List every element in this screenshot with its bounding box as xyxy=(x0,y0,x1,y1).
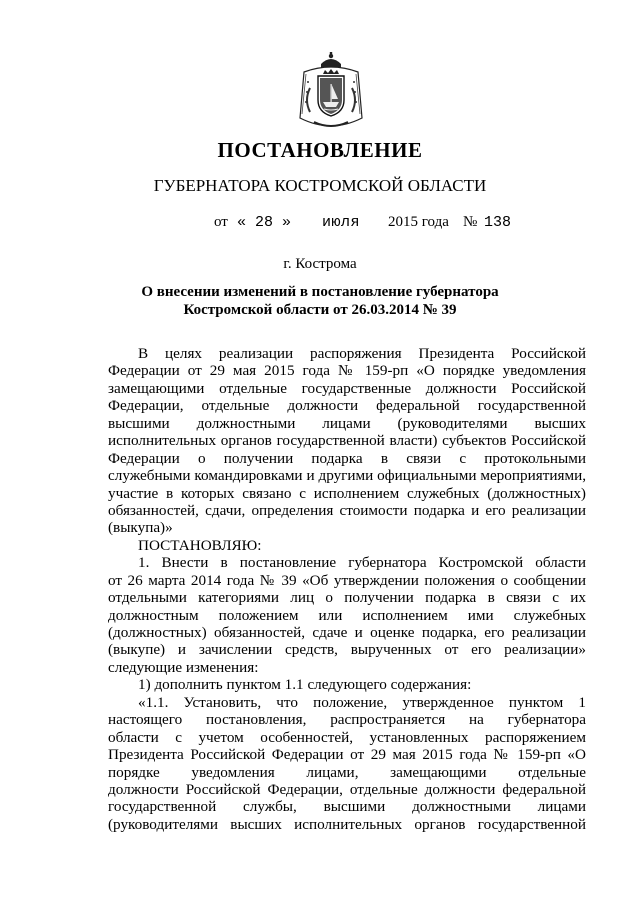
body-line: отдельными категориями лиц о получении подарка в связи с их xyxy=(108,589,586,607)
body-line: исполнительных органов государственной власти) субъектов Российской xyxy=(108,432,586,450)
date-prefix: от xyxy=(214,214,228,230)
body-line: должностным положением или исполнением ими служебных xyxy=(108,606,586,624)
body-line: (должностных) обязанностей, сдаче и оценке подарка, его реализации xyxy=(108,624,586,641)
body-line: 1. Внести в постановление губернатора Костромской области xyxy=(138,554,586,572)
body-line-resolve: ПОСТАНОВЛЯЮ: xyxy=(138,536,262,554)
body-line: В целях реализации распоряжения Президента Российской xyxy=(138,345,586,362)
body-line: участие в которых связано с исполнением служебных (должностных) xyxy=(108,484,586,502)
body-line: от 26 марта 2014 года № 39 «Об утверждении положения о сообщении xyxy=(108,571,586,589)
body-line: 1) дополнить пунктом 1.1 следующего содержания: xyxy=(138,676,472,694)
body-line: обязанностей, сдачи, определения стоимости подарка и его реализации xyxy=(108,501,586,519)
body-line: области с учетом особенностей, установленных распоряжением xyxy=(108,728,586,746)
body-line: замещающими отдельные государственные должности Российской xyxy=(108,379,586,397)
body-line: должности Российской Федерации, отдельные должности федеральной xyxy=(108,780,586,798)
document-subject xyxy=(0,283,640,319)
document-body xyxy=(108,345,586,833)
document-number: 138 xyxy=(484,214,512,231)
subject-line-2: Костромской области от 26.03.2014 № 39 xyxy=(183,302,457,318)
coat-of-arms-emblem xyxy=(296,52,366,132)
document-title: ПОСТАНОВЛЕНИЕ xyxy=(217,138,423,162)
body-line: служебными командировками и другими официальными мероприятиями, xyxy=(108,467,586,485)
body-line: Президента Российской Федерации от 29 мая 2015 года № 159-рп «О xyxy=(108,746,586,764)
city-name: г. Кострома xyxy=(283,256,357,272)
number-sign: № xyxy=(463,214,478,230)
body-line: государственной службы, высшими должностными лицами xyxy=(108,798,586,816)
date-year: 2015 года xyxy=(388,214,449,230)
body-line: высшими должностными лицами (руководителями высших xyxy=(108,414,586,432)
body-line: следующие изменения: xyxy=(108,658,259,676)
body-line: Федерации, отдельные должности федеральной государственной xyxy=(108,397,586,415)
date-day: « 28 » xyxy=(237,214,292,231)
body-line: Федерации от 29 мая 2015 года № 159-рп «О порядке уведомления xyxy=(108,362,586,380)
body-line: (руководителями высших исполнительных органов государственной xyxy=(108,815,586,833)
body-line: «1.1. Установить, что положение, утвержденное пунктом 1 xyxy=(138,693,586,711)
body-line: (выкупе) и зачислении средств, вырученных от его реализации» xyxy=(108,641,586,659)
subject-line-1: О внесении изменений в постановление губернатора xyxy=(141,284,499,300)
date-month: июля xyxy=(322,214,361,231)
body-line: настоящего постановления, распространяется на губернатора xyxy=(108,711,586,729)
body-line: Федерации о получении подарка в связи с протокольными xyxy=(108,449,586,467)
issuing-authority: ГУБЕРНАТОРА КОСТРОМСКОЙ ОБЛАСТИ xyxy=(153,176,487,195)
body-line: (выкупа)» xyxy=(108,519,173,537)
body-line: порядке уведомления лицами, замещающими отдельные xyxy=(108,763,586,781)
